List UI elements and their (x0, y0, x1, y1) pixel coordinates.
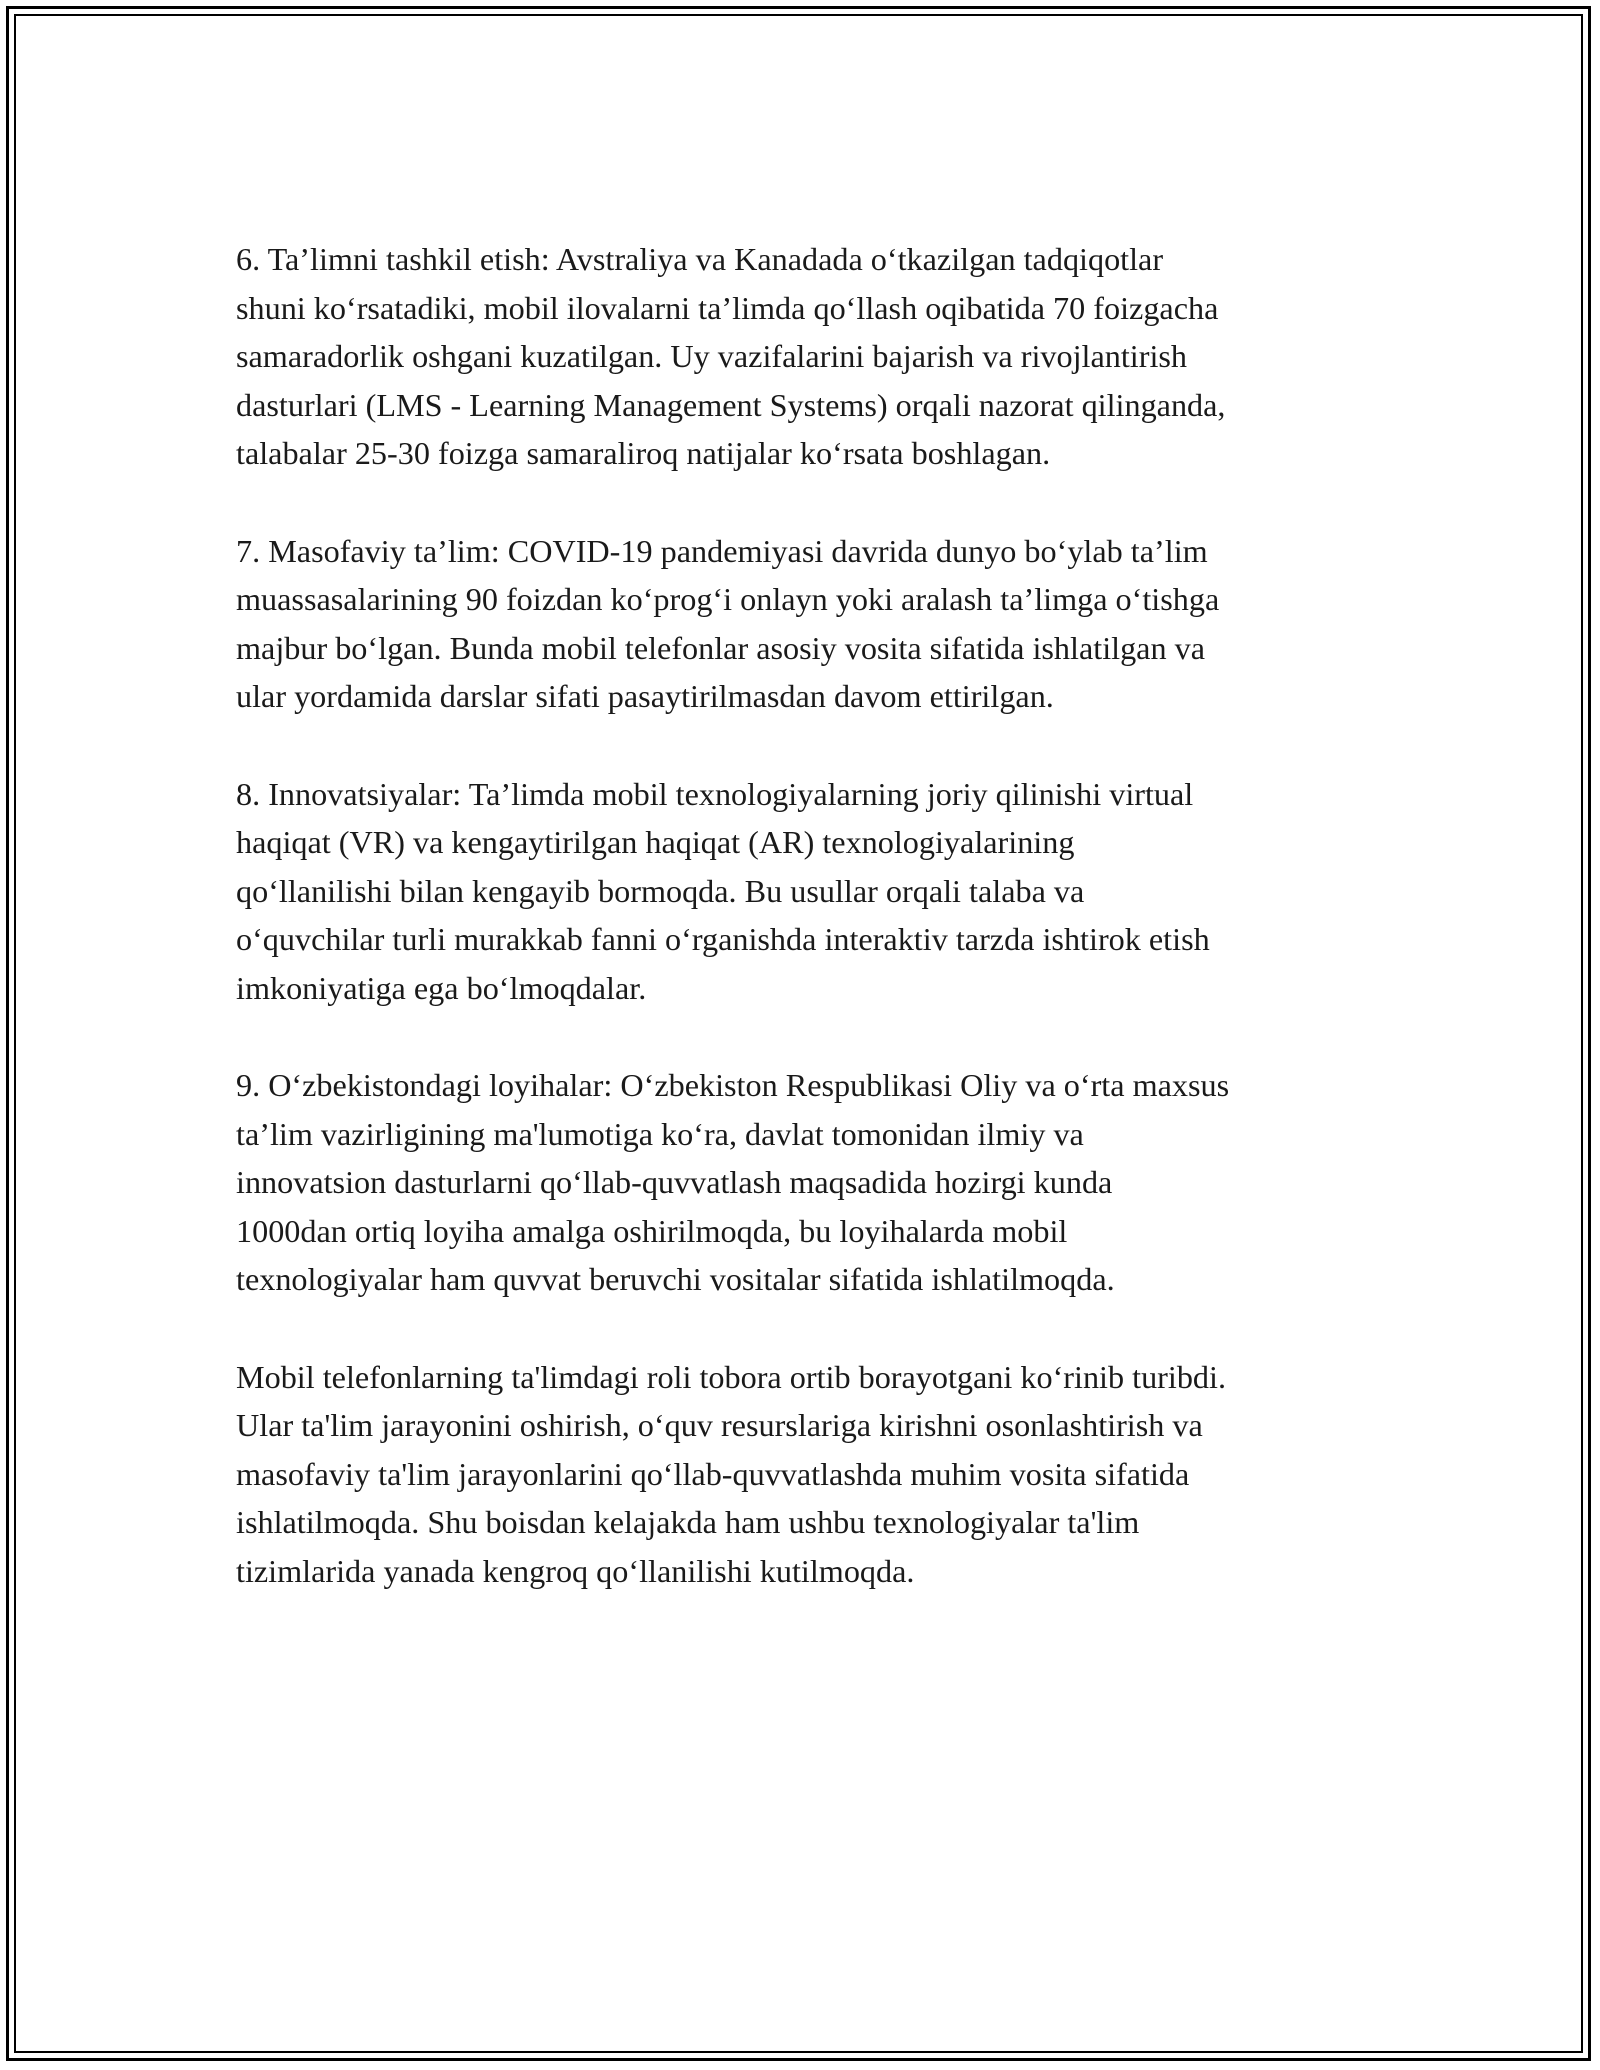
text-line: ular yordamida darslar sifati pasaytirilmasdan davom ettirilgan. (236, 678, 1054, 715)
text-line: imkoniyatiga ega bo‘lmoqdalar. (236, 969, 647, 1006)
text-line: talabalar 25-30 foizga samaraliroq natijalar ko‘rsata boshlagan. (236, 435, 1051, 472)
text-line: 9. O‘zbekistondagi loyihalar: O‘zbekiston Respublikasi Oliy va o‘rta maxsus (236, 1067, 1230, 1104)
text-line: samaradorlik oshgani kuzatilgan. Uy vazifalarini bajarish va rivojlantirish (236, 338, 1188, 375)
paragraph-7-masofaviy-talim (236, 527, 1376, 721)
text-line: innovatsion dasturlarni qo‘llab-quvvatlash maqsadida hozirgi kunda (236, 1164, 1113, 1201)
text-line: ta’lim vazirligining ma'lumotiga ko‘ra, davlat tomonidan ilmiy va (236, 1115, 1084, 1152)
text-line: 1000dan ortiq loyiha amalga oshirilmoqda, bu loyihalarda mobil (236, 1212, 1068, 1249)
paragraph-9-ozbekistondagi-loyihalar (236, 1061, 1376, 1304)
text-line: 6. Ta’limni tashkil etish: Avstraliya va Kanadada o‘tkazilgan tadqiqotlar (236, 241, 1164, 277)
text-line: 8. Innovatsiyalar: Ta’limda mobil texnologiyalarning joriy qilinishi virtual (236, 775, 1194, 812)
document-body (236, 235, 1376, 1644)
text-line: Ular ta'lim jarayonini oshirish, o‘quv resurslariga kirishni osonlashtirish va (236, 1407, 1203, 1444)
text-line: haqiqat (VR) va kengaytirilgan haqiqat (AR) texnologiyalarining (236, 824, 1075, 861)
text-line: masofaviy ta'lim jarayonlarini qo‘llab-quvvatlashda muhim vosita sifatida (236, 1455, 1190, 1492)
text-line: Mobil telefonlarning ta'limdagi roli tobora ortib borayotgani ko‘rinib turibdi. (236, 1358, 1227, 1395)
text-line: shuni ko‘rsatadiki, mobil ilovalarni ta’limda qo‘llash oqibatida 70 foizgacha (236, 289, 1219, 326)
paragraph-conclusion (236, 1353, 1376, 1596)
text-line: 7. Masofaviy ta’lim: COVID-19 pandemiyasi davrida dunyo bo‘ylab ta’lim (236, 532, 1208, 569)
text-line: qo‘llanilishi bilan kengayib bormoqda. Bu usullar orqali talaba va (236, 872, 1085, 909)
text-line: muassasalarining 90 foizdan ko‘prog‘i onlayn yoki aralash ta’limga o‘tishga (236, 581, 1220, 618)
text-line: tizimlarida yanada kengroq qo‘llanilishi kutilmoqda. (236, 1553, 915, 1590)
text-line: dasturlari (LMS - Learning Management Systems) orqali nazorat qilinganda, (236, 386, 1226, 423)
paragraph-6-talimni-tashkil-etish (236, 235, 1376, 478)
text-line: o‘quvchilar turli murakkab fanni o‘rganishda interaktiv tarzda ishtirok etish (236, 921, 1210, 958)
paragraph-8-innovatsiyalar (236, 770, 1376, 1013)
text-line: ishlatilmoqda. Shu boisdan kelajakda ham ushbu texnologiyalar ta'lim (236, 1504, 1140, 1541)
text-line: majbur bo‘lgan. Bunda mobil telefonlar asosiy vosita sifatida ishlatilgan va (236, 629, 1205, 666)
text-line: texnologiyalar ham quvvat beruvchi vositalar sifatida ishlatilmoqda. (236, 1261, 1115, 1298)
